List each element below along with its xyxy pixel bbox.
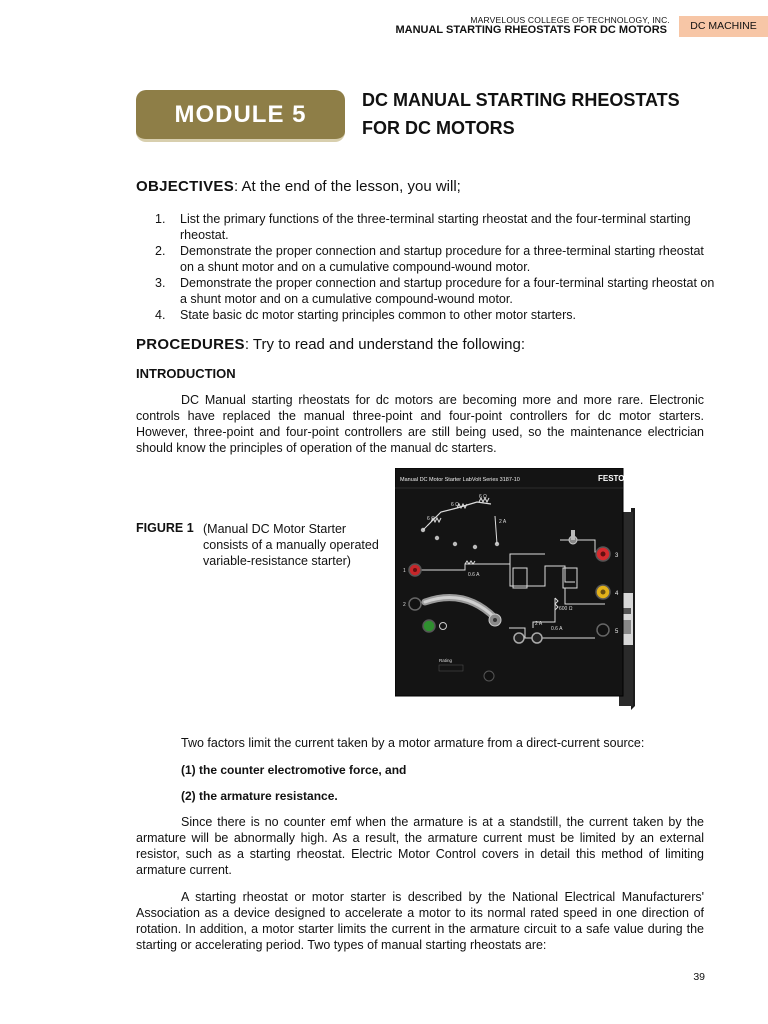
terminal-number: 4 [615,591,619,597]
objective-text: Demonstrate the proper connection and startup procedure for a three-terminal starting rheostat on a shunt motor and on a cumulative compound-wound motor. [180,244,704,274]
figure-label: FIGURE 1 [136,521,194,535]
body-paragraph-2: A starting rheostat or motor starter is described by the National Electrical Manufacturers' Association as a device designed to accelerate a motor to its normal rated speed in one direction of rotation. In addition, a motor starter limits the current in the armature circuit to a safe value during the starting or accelerating period. Two types of manual starting rheostats are: [136,890,704,952]
objectives-heading: OBJECTIVES [136,178,235,195]
header-tag: DC MACHINE [679,16,768,37]
figure-caption: (Manual DC Motor Starter consists of a manually operated variable-resistance starter) [203,522,379,568]
objectives-section [136,178,461,195]
terminal-number: 2 [403,602,406,608]
module-title [362,86,722,142]
module-title-line1: DC MANUAL STARTING RHEOSTATS [362,90,680,110]
motor-starter-photo [395,468,635,714]
factors-intro: Two factors limit the current taken by a motor armature from a direct-current source: [181,736,645,750]
objectives-list [155,211,715,323]
introduction-heading: INTRODUCTION [136,366,236,381]
current-label: 2 A [499,519,507,525]
procedures-heading: PROCEDURES [136,336,245,353]
objective-text: State basic dc motor starting principles common to other motor starters. [180,308,576,322]
body-paragraph-1: Since there is no counter emf when the armature is at a standstill, the current taken by the armature will be abnormally high. As a result, the armature current must be limited by an external resistor, such as a starting rheostat. Electric Motor Control covers in detail this method of limiting armature current. [136,815,704,877]
objective-item [155,307,715,323]
factor-one: (1) the counter electromotive force, and [181,763,407,777]
resistor-600-label: 600 Ω [559,606,573,612]
objective-text: Demonstrate the proper connection and startup procedure for a four-terminal starting rheostat on a shunt motor and on a cumulative compound-wound motor. [180,276,715,306]
terminal-number: 3 [615,553,619,559]
factor-two: (2) the armature resistance. [181,789,338,803]
resistance-label: 6 Ω [451,502,459,508]
terminal-number: 1 [403,568,406,574]
page-number: 39 [693,971,705,983]
panel-title: Manual DC Motor Starter [400,477,462,483]
brand-logo: FESTO [598,474,625,483]
introduction-paragraph: DC Manual starting rheostats for dc motors are becoming more and more rare. Electronic controls have replaced the manual three-point and four-point controllers for dc motor starters. However, three-point and four-point controllers are still being used, so the maintenance electrician should know the principles of operation of the manual dc starters. [136,393,704,455]
objective-number: 4. [155,308,166,322]
objective-number: 3. [155,276,166,290]
procedures-section [136,336,525,353]
header-college: MARVELOUS COLLEGE OF TECHNOLOGY, INC. [470,15,670,25]
header-title: MANUAL STARTING RHEOSTATS FOR DC MOTORS [395,24,667,36]
current-label: 0.6 A [551,626,563,632]
module-title-line2: FOR DC MOTORS [362,118,515,138]
objective-number: 1. [155,212,166,226]
procedures-lead: : Try to read and understand the following: [244,336,526,353]
objectives-lead: : At the end of the lesson, you will; [234,178,461,195]
current-label: 2 A [535,621,543,627]
resistance-label: 6 Ω [479,494,487,500]
objective-item [155,211,715,243]
svg-text:Manual DC Motor Starter LabVol [400,477,520,483]
terminal-number: 5 [615,629,619,635]
rating-label: Rating [439,658,453,663]
module-badge: MODULE 5 [136,90,345,142]
current-label: 0.6 A [468,572,480,578]
resistance-label: 6 Ω [427,516,435,522]
panel-subtitle: LabVolt Series 3187-10 [462,477,520,483]
objective-item [155,243,715,275]
objective-text: List the primary functions of the three-terminal starting rheostat and the four-terminal starting rheostat. [180,212,691,242]
objective-number: 2. [155,244,166,258]
objective-item [155,275,715,307]
